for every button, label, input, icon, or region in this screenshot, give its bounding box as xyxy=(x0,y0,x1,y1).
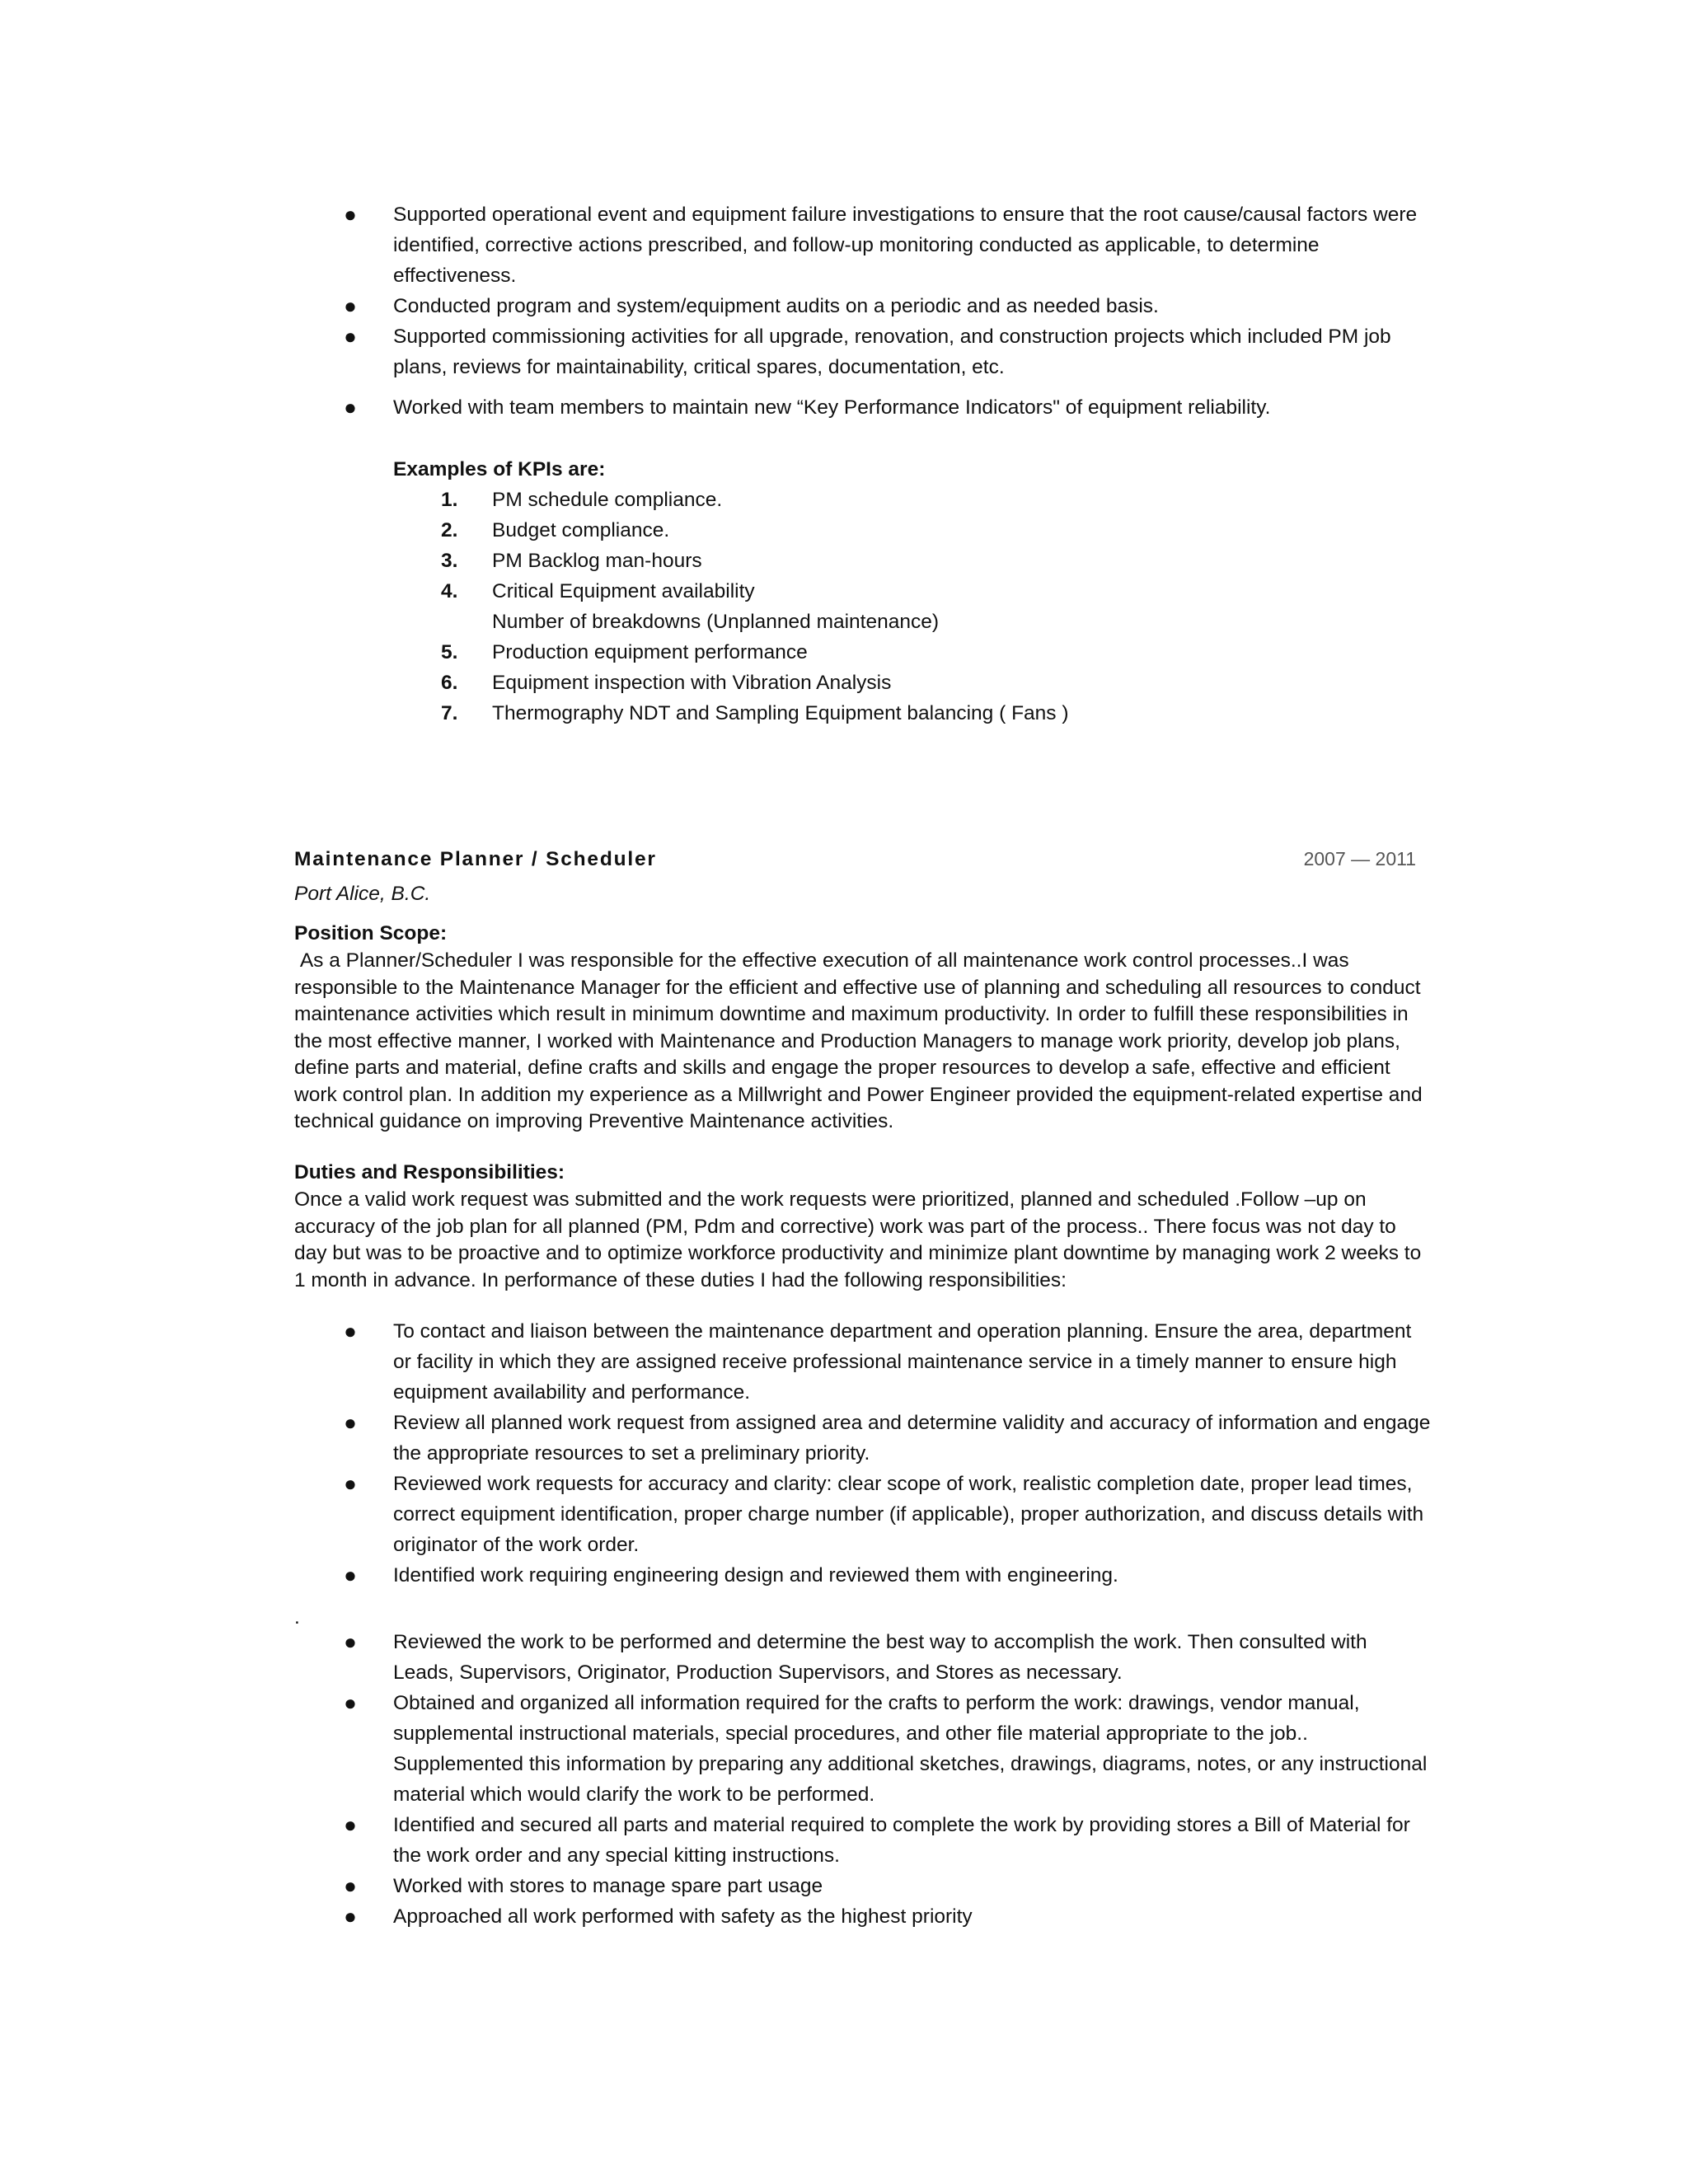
kpi-number: 5. xyxy=(441,641,458,663)
position-scope-text: As a Planner/Scheduler I was responsible for the effective execution of all maintenance work control processes..I was responsible to the Maintenance Manager for the efficient and effective use of planning and scheduling all resources to conduct maintenance activities which result in minimum downtime and maximum productivity. In order to fulfill these responsibilities in the most effective manner, I worked with Maintenance and Production Managers to manage work priority, develop job plans, define parts and material, define crafts and skills and engage the proper resources to develop a safe, effective and efficient work control plan. In addition my experience as a Millwright and Power Engineer provided the equipment-related expertise and technical guidance on improving Preventive Maintenance activities. xyxy=(294,949,1428,1132)
bullet-text: Obtained and organized all information required for the crafts to perform the work: drawings, vendor manual, supplemental instructional materials, special procedures, and other file material appropriate to the job.. Supplemented this information by preparing any additional sketches, drawings, diagrams, notes, or any instructional material which would clarify the work to be performed. xyxy=(393,1692,1428,1806)
list-item xyxy=(0,199,1432,291)
kpi-text: Equipment inspection with Vibration Analysis xyxy=(492,672,892,694)
kpi-number: 7. xyxy=(441,702,458,724)
kpi-item xyxy=(0,515,1234,546)
kpi-number: 1. xyxy=(441,489,458,511)
kpi-item xyxy=(0,637,1234,668)
bullet-text: Worked with stores to manage spare part usage xyxy=(393,1875,823,1897)
bullet-icon: ● xyxy=(344,293,357,318)
bullet-icon: ● xyxy=(344,1319,357,1343)
bullet-text: Conducted program and system/equipment audits on a periodic and as needed basis. xyxy=(393,295,1159,317)
list-item xyxy=(0,1871,1432,1901)
list-item xyxy=(0,1316,1432,1408)
job-dates: 2007 — 2011 xyxy=(1303,848,1416,869)
kpi-text: PM Backlog man-hours xyxy=(492,550,702,572)
kpi-text: PM schedule compliance. xyxy=(492,489,723,511)
duties-bullet-list xyxy=(0,1316,1688,1591)
bullet-icon: ● xyxy=(344,1471,357,1496)
list-item xyxy=(0,1810,1432,1871)
bullet-icon: ● xyxy=(344,324,357,349)
top-bullet-list xyxy=(0,199,1688,423)
kpi-item xyxy=(0,698,1234,729)
list-item xyxy=(0,1627,1432,1688)
kpi-list xyxy=(0,485,1234,729)
kpi-number: 6. xyxy=(441,672,458,694)
bullet-icon: ● xyxy=(344,202,357,227)
bullet-text: Supported operational event and equipment failure investigations to ensure that the root cause/causal factors were identified, corrective actions prescribed, and follow-up monitoring conducted as applicable, to determine effectiveness. xyxy=(393,204,1418,287)
bullet-text: Identified work requiring engineering design and reviewed them with engineering. xyxy=(393,1564,1118,1586)
bullet-text: Reviewed work requests for accuracy and clarity: clear scope of work, realistic completion date, proper lead times, correct equipment identification, proper charge number (if applicable), proper authorization, and discuss details with originator of the work order. xyxy=(393,1473,1424,1556)
kpi-text: Thermography NDT and Sampling Equipment balancing ( Fans ) xyxy=(492,702,1069,724)
bullet-icon: ● xyxy=(344,1690,357,1715)
bullet-icon: ● xyxy=(344,1410,357,1435)
bullet-text: Review all planned work request from assigned area and determine validity and accuracy of information and engage the appropriate resources to set a preliminary priority. xyxy=(393,1412,1431,1465)
bullet-icon: ● xyxy=(344,1629,357,1654)
duties-heading: Duties and Responsibilities: xyxy=(294,1161,565,1183)
kpi-heading: Examples of KPIs are: xyxy=(393,458,606,480)
position-scope-heading: Position Scope: xyxy=(294,922,448,944)
list-item xyxy=(0,1688,1432,1810)
job-location: Port Alice, B.C. xyxy=(294,883,431,905)
kpi-number: 4. xyxy=(441,580,458,602)
bullet-text: Reviewed the work to be performed and determine the best way to accomplish the work. Then consulted with Leads, Supervisors, Originator, Production Supervisors, and Stores as necessary. xyxy=(393,1631,1367,1684)
kpi-number: 2. xyxy=(441,519,458,541)
bullet-icon: ● xyxy=(344,1563,357,1587)
bullet-icon: ● xyxy=(344,1812,357,1837)
bullet-text: To contact and liaison between the maintenance department and operation planning. Ensure the area, department or facility in which they are assigned receive professional maintenance service in a timely manner to ensure high equipment availability and performance. xyxy=(393,1320,1412,1404)
bullet-text: Identified and secured all parts and material required to complete the work by providing stores a Bill of Material for the work order and any special kitting instructions. xyxy=(393,1814,1410,1867)
bullet-text: Supported commissioning activities for all upgrade, renovation, and construction projects which included PM job plans, reviews for maintainability, critical spares, documentation, etc. xyxy=(393,326,1391,378)
list-item xyxy=(0,1408,1432,1469)
job-title: Maintenance Planner / Scheduler xyxy=(294,848,657,870)
bullet-icon: ● xyxy=(344,1873,357,1898)
list-item xyxy=(0,1901,1432,1932)
bullet-icon: ● xyxy=(344,1904,357,1929)
bullet-icon: ● xyxy=(344,395,357,419)
list-item xyxy=(0,1469,1432,1560)
kpi-text: Critical Equipment availability xyxy=(492,580,755,602)
duties-bullet-list-continued xyxy=(0,1627,1688,1932)
list-item xyxy=(0,291,1432,321)
kpi-text: Production equipment performance xyxy=(492,641,808,663)
list-item xyxy=(0,1560,1432,1591)
bullet-text: Worked with team members to maintain new “Key Performance Indicators" of equipment reliability. xyxy=(393,396,1271,419)
kpi-subtext: Number of breakdowns (Unplanned maintenance) xyxy=(492,611,940,633)
stray-mark: . xyxy=(294,1606,300,1629)
duties-text: Once a valid work request was submitted and the work requests were prioritized, planned and scheduled .Follow –up on accuracy of the job plan for all planned (PM, Pdm and corrective) work was part of the process.. There focus was not day to day but was to be proactive and to optimize workforce productivity and minimize plant downtime by managing work 2 weeks to 1 month in advance. In performance of these duties I had the following responsibilities: xyxy=(294,1188,1422,1291)
kpi-number: 3. xyxy=(441,550,458,572)
bullet-text: Approached all work performed with safety as the highest priority xyxy=(393,1905,973,1928)
kpi-text: Budget compliance. xyxy=(492,519,670,541)
kpi-item xyxy=(0,668,1234,698)
kpi-item xyxy=(0,485,1234,515)
list-item xyxy=(0,321,1432,382)
list-item xyxy=(0,392,1432,423)
kpi-item xyxy=(0,576,1234,637)
kpi-item xyxy=(0,546,1234,576)
